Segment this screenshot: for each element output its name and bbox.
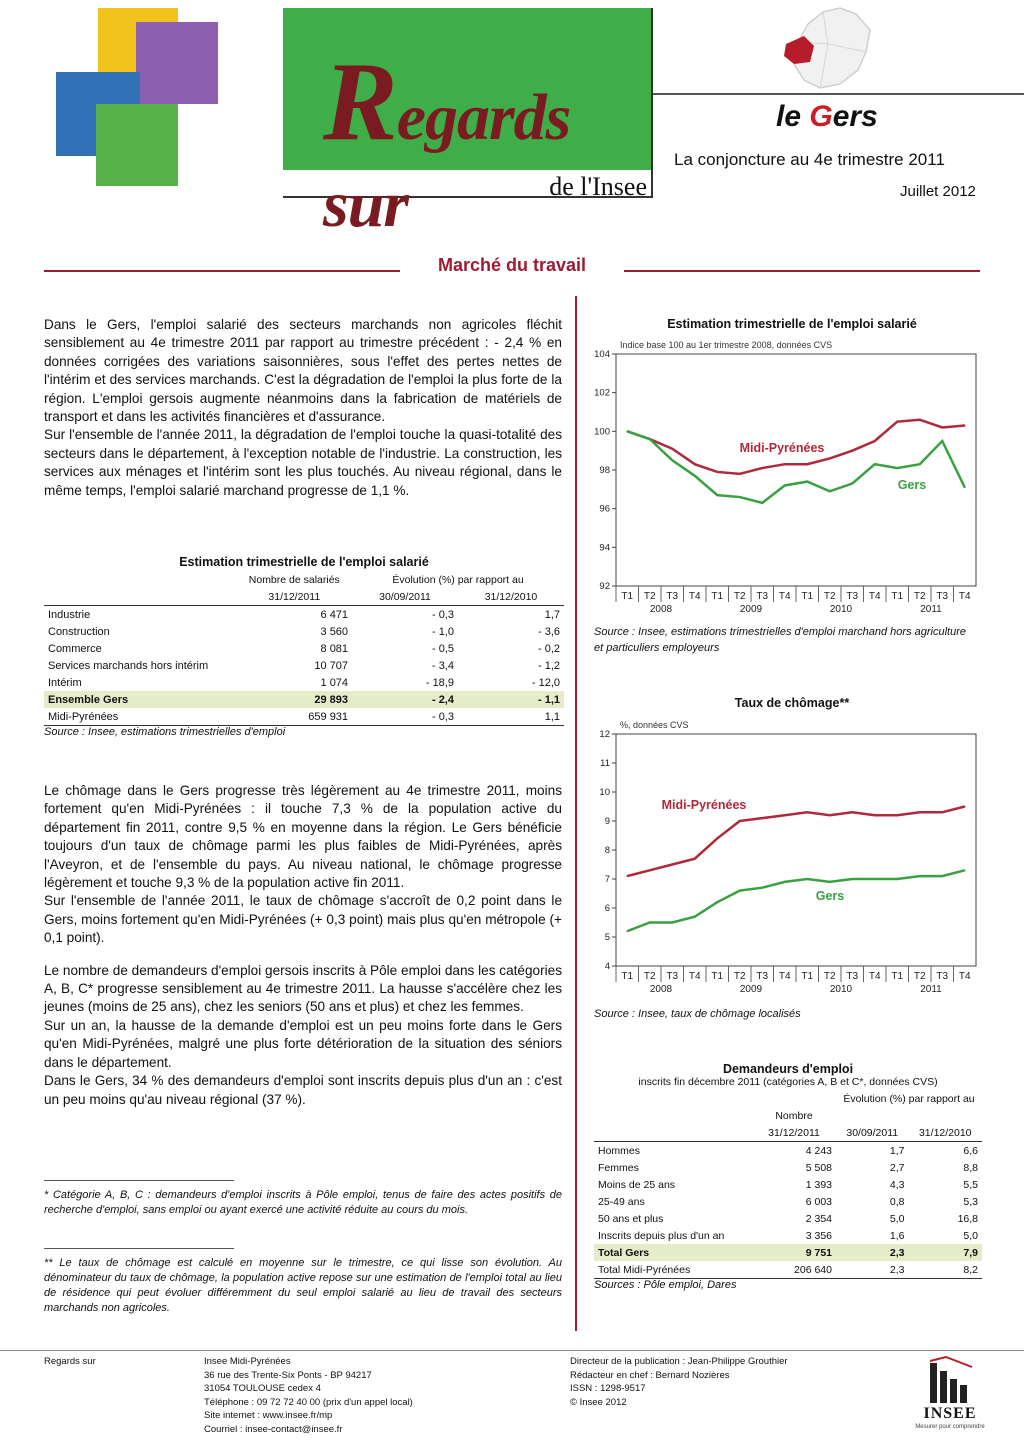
- footer-line: Directeur de la publication : Jean-Philippe Grouthier: [570, 1356, 788, 1367]
- cell: 6 003: [805, 1195, 832, 1208]
- data-point: [941, 812, 943, 814]
- x-tick-label: T1: [891, 591, 904, 602]
- data-point: [671, 864, 673, 866]
- x-tick-label: T3: [936, 591, 949, 602]
- year-label: 2010: [829, 984, 853, 995]
- data-point: [739, 890, 741, 892]
- table-title: Estimation trimestrielle de l'emploi salarié: [179, 555, 429, 569]
- footer-address: [204, 1355, 534, 1436]
- cell: - 3,4: [431, 659, 454, 672]
- data-point: [964, 425, 966, 427]
- data-point: [874, 878, 876, 880]
- cell: - 0,2: [537, 642, 560, 655]
- table-row: [594, 1261, 982, 1279]
- chart-subtitle: Indice base 100 au 1er trimestre 2008, données CVS: [620, 340, 833, 350]
- series-label: Gers: [815, 889, 845, 903]
- series-label: Midi-Pyrénées: [739, 441, 825, 455]
- table-row: [594, 1193, 982, 1210]
- note-rule: [44, 1248, 234, 1249]
- paragraph: Dans le Gers, 34 % des demandeurs d'emploi sont inscrits depuis plus d'un an : c'est un peu moins qu'au niveau régional (37 %).: [44, 1073, 562, 1107]
- cell: 2,3: [889, 1263, 905, 1276]
- cell: - 0,5: [431, 642, 454, 655]
- paragraph: Le nombre de demandeurs d'emploi gersois inscrits à Pôle emploi dans les catégories A, B, C* progresse sensiblement au 4e trimestre 2011. La hausse s'accélère chez les jeunes (moins de 25 ans), chez les seniors (50 ans et plus) et chez les femmes.: [44, 962, 562, 1015]
- cell: 2,7: [889, 1161, 905, 1174]
- data-point: [649, 438, 651, 440]
- row-label: Industrie: [48, 608, 91, 621]
- insee-logo-text: INSEE: [923, 1405, 977, 1422]
- data-point: [694, 463, 696, 465]
- year-label: 2009: [739, 604, 763, 615]
- row-label: Ensemble Gers: [44, 691, 237, 708]
- cell: - 2,4: [352, 691, 458, 708]
- chart-title: Taux de chômage**: [734, 696, 850, 710]
- year-label: 2008: [649, 604, 673, 615]
- footer-email-link[interactable]: Courriel : insee-contact@insee.fr: [204, 1423, 343, 1435]
- cell: 6,6: [963, 1144, 978, 1157]
- paragraph: Sur l'ensemble de l'année 2011, la dégradation de l'emploi touche la quasi-totalité des secteurs dans le département, à l'exception notable de l'industrie. La construction, les services aux ménages et l'intérim sont les plus touchés. Au niveau régional, dans le même temps, l'emploi salarié marchand progresse de 1,1 %.: [44, 427, 562, 498]
- data-point: [874, 463, 876, 465]
- cell: 3 560: [320, 625, 349, 638]
- cell: 0,8: [889, 1195, 905, 1208]
- data-point: [694, 475, 696, 477]
- cell: 1 393: [805, 1178, 832, 1191]
- cell: 659 931: [308, 710, 349, 723]
- title-text: [323, 38, 653, 243]
- cell: - 0,3: [431, 710, 454, 723]
- jobseekers-table: [594, 1062, 982, 1291]
- unemployment-text: [44, 782, 562, 1109]
- section-rule-right: [624, 270, 980, 272]
- cell: 5 508: [805, 1161, 832, 1174]
- plot-frame: [616, 354, 976, 586]
- data-point: [671, 460, 673, 462]
- series-line-gers: [627, 870, 965, 931]
- y-tick-label: 102: [594, 387, 610, 399]
- x-tick-label: T4: [688, 591, 701, 602]
- insee-logo-tagline: Mesurer pour comprendre: [915, 1423, 985, 1430]
- data-point: [964, 487, 966, 489]
- data-point: [806, 812, 808, 814]
- data-point: [739, 496, 741, 498]
- x-tick-label: T4: [868, 591, 881, 602]
- x-tick-label: T1: [711, 591, 724, 602]
- data-point: [649, 870, 651, 872]
- x-tick-label: T1: [621, 971, 634, 982]
- cell: 2,3: [836, 1244, 909, 1261]
- table-row: [594, 1159, 982, 1176]
- cell: - 0,3: [431, 608, 454, 621]
- col-header: 30/09/2011: [846, 1126, 899, 1139]
- footnote-chomage: ** Le taux de chômage est calculé en moyenne sur le trimestre, ce qui lisse son évolution. Au dénominateur du taux de chômage, la population active repose sur une estimation de l'emploi total au lieu de résidence qui peut évoluer différemment du seul emploi salarié au lieu de travail des secteurs marchands non agricoles.: [44, 1257, 562, 1314]
- col-header: 31/12/2010: [484, 590, 538, 603]
- cell: 8 081: [320, 642, 349, 655]
- col-header: Évolution (%) par rapport au: [392, 573, 524, 586]
- cell: 5,0: [963, 1229, 978, 1242]
- cell: 1,7: [889, 1144, 905, 1157]
- data-point: [626, 930, 628, 932]
- data-point: [829, 814, 831, 816]
- footer-line: Rédacteur en chef : Bernard Nozières: [570, 1369, 730, 1381]
- table-row: [44, 640, 564, 657]
- data-point: [941, 875, 943, 877]
- series-label: Midi-Pyrénées: [661, 798, 747, 812]
- table-row: [594, 1142, 982, 1160]
- data-point: [784, 463, 786, 465]
- employment-chart: [586, 334, 986, 624]
- chart-title: Estimation trimestrielle de l'emploi salarié: [667, 317, 917, 331]
- table-row: [44, 674, 564, 691]
- x-tick-label: T1: [621, 591, 634, 602]
- data-point: [716, 838, 718, 840]
- dept-rest: ers: [832, 100, 878, 133]
- data-point: [874, 440, 876, 442]
- col-header: Nombre: [775, 1109, 813, 1122]
- footer-link[interactable]: Site internet : www.insee.fr/mp: [204, 1410, 333, 1421]
- region-map-icon: [778, 4, 878, 92]
- x-tick-label: T3: [846, 971, 859, 982]
- cell: 7,9: [909, 1244, 982, 1261]
- cell: - 1,2: [537, 659, 560, 672]
- data-point: [806, 878, 808, 880]
- x-tick-label: T3: [756, 591, 769, 602]
- cell: - 1,1: [458, 691, 564, 708]
- x-tick-label: T2: [913, 591, 926, 602]
- x-tick-label: T4: [778, 971, 791, 982]
- y-tick-label: 96: [599, 503, 610, 515]
- row-label: Total Midi-Pyrénées: [598, 1263, 691, 1276]
- footer-line: Insee Midi-Pyrénées: [204, 1356, 291, 1367]
- title-initial: R: [323, 40, 397, 164]
- row-label: Moins de 25 ans: [598, 1178, 676, 1191]
- footer-credits: [570, 1355, 900, 1409]
- x-tick-label: T1: [891, 971, 904, 982]
- data-point: [694, 858, 696, 860]
- data-point: [806, 463, 808, 465]
- footer-line: 31054 TOULOUSE cedex 4: [204, 1383, 321, 1394]
- footer-publication: Regards sur: [44, 1356, 96, 1367]
- x-tick-label: T2: [733, 971, 746, 982]
- x-tick-label: T3: [666, 591, 679, 602]
- data-point: [964, 870, 966, 872]
- data-point: [851, 450, 853, 452]
- cell: 1,6: [889, 1229, 905, 1242]
- title-rest: egards sur: [323, 81, 571, 241]
- row-label: 50 ans et plus: [598, 1212, 664, 1225]
- data-point: [919, 875, 921, 877]
- data-point: [919, 463, 921, 465]
- col-header: Nombre de salariés: [248, 573, 340, 586]
- data-point: [671, 922, 673, 924]
- data-point: [896, 814, 898, 816]
- data-point: [896, 467, 898, 469]
- x-tick-label: T4: [688, 971, 701, 982]
- paragraph: Dans le Gers, l'emploi salarié des secteurs marchands non agricoles fléchit sensiblement au 4e trimestre 2011 par rapport au trimestre précédent : - 2,4 % en données corrigées des variations saisonnières, sous l'effet des pertes nettes de l'intérim et des services marchands. C'est la dégradation de l'emploi la plus forte de la région. L'emploi gersois augmente néanmoins dans la fabrication de matériels de transport et dans les activités financières et d'assurance.: [44, 317, 562, 425]
- year-label: 2008: [649, 984, 673, 995]
- cell: 16,8: [957, 1212, 978, 1225]
- cell: 10 707: [314, 659, 349, 672]
- cell: 29 893: [237, 691, 353, 708]
- cell: 206 640: [794, 1263, 832, 1276]
- table-row-total: [594, 1244, 982, 1261]
- department-name: [776, 100, 878, 134]
- cell: - 3,6: [537, 625, 560, 638]
- x-tick-label: T3: [936, 971, 949, 982]
- x-tick-label: T4: [958, 971, 971, 982]
- data-point: [761, 817, 763, 819]
- row-label: Midi-Pyrénées: [48, 710, 119, 723]
- row-label: Total Gers: [594, 1244, 752, 1261]
- table-row-total: [44, 691, 564, 708]
- y-tick-label: 11: [600, 758, 610, 769]
- data-point: [694, 916, 696, 918]
- row-label: Femmes: [598, 1161, 639, 1174]
- x-tick-label: T2: [823, 971, 836, 982]
- y-tick-label: 5: [604, 932, 610, 943]
- data-point: [671, 448, 673, 450]
- cell: 5,3: [963, 1195, 978, 1208]
- table-source: Sources : Pôle emploi, Dares: [594, 1279, 737, 1291]
- cell: 2 354: [805, 1212, 832, 1225]
- footnote-categories: * Catégorie A, B, C : demandeurs d'emploi inscrits à Pôle emploi, tenus de faire des actes positifs de recherche d'emploi, sans emploi ou ayant exercé une activité réduite au cours du mois.: [44, 1189, 562, 1216]
- table-row: [44, 623, 564, 640]
- year-label: 2011: [920, 984, 942, 995]
- year-label: 2010: [829, 604, 853, 615]
- y-tick-label: 92: [599, 581, 610, 592]
- y-tick-label: 4: [604, 961, 610, 972]
- col-header: 31/12/2011: [768, 1126, 820, 1139]
- dept-initial: G: [809, 100, 833, 133]
- x-tick-label: T2: [733, 591, 746, 602]
- x-tick-label: T3: [846, 591, 859, 602]
- table-title: Demandeurs d'emploi: [722, 1062, 854, 1076]
- row-label: 25-49 ans: [598, 1195, 645, 1208]
- year-label: 2009: [739, 984, 763, 995]
- title-subtitle: de l'Insee: [549, 172, 647, 201]
- data-point: [716, 494, 718, 496]
- x-tick-label: T2: [643, 591, 656, 602]
- footer-line: ISSN : 1298-9517: [570, 1383, 646, 1394]
- section-title: Marché du travail: [437, 255, 587, 275]
- row-label: Commerce: [48, 642, 102, 655]
- data-point: [784, 814, 786, 816]
- footer-line: Téléphone : 09 72 72 40 00 (prix d'un appel local): [204, 1396, 413, 1408]
- jobseekers-table-grid: [594, 1090, 982, 1279]
- cell: 4,3: [889, 1178, 905, 1191]
- col-header: 31/12/2011: [268, 590, 321, 603]
- cell: 8,2: [963, 1263, 978, 1276]
- row-label: Services marchands hors intérim: [48, 659, 209, 672]
- data-point: [806, 481, 808, 483]
- row-label: Hommes: [598, 1144, 641, 1157]
- data-point: [919, 812, 921, 814]
- table-row: [594, 1210, 982, 1227]
- publication-title: [283, 8, 653, 241]
- y-tick-label: 10: [599, 787, 610, 798]
- footer: [0, 1350, 1024, 1451]
- y-tick-label: 94: [599, 542, 610, 554]
- col-header: 30/09/2011: [379, 590, 431, 603]
- cell: 5,0: [889, 1212, 905, 1225]
- paragraph: Sur un an, la hausse de la demande d'emploi est un peu moins forte dans le Gers qu'en Midi-Pyrénées, malgré une plus forte détérioration de la situation des séniors dans le département.: [44, 1017, 562, 1070]
- x-tick-label: T3: [666, 971, 679, 982]
- data-point: [941, 440, 943, 442]
- dept-prefix: le: [776, 100, 810, 133]
- cell: 8,8: [963, 1161, 978, 1174]
- data-point: [626, 431, 628, 433]
- cell: 3 356: [805, 1229, 832, 1242]
- paragraph: Sur l'ensemble de l'année 2011, le taux de chômage s'accroît de 0,2 point dans le Gers, moins fortement qu'en Midi-Pyrénées (+ 0,3 point) mais plus qu'en métropole (+ 0,1 point).: [44, 893, 562, 946]
- table-source: Source : Insee, estimations trimestrielles d'emploi: [44, 726, 286, 738]
- cell: 1,1: [544, 710, 560, 723]
- data-point: [784, 485, 786, 487]
- data-point: [716, 471, 718, 473]
- data-point: [851, 812, 853, 814]
- footer-line: © Insee 2012: [570, 1396, 627, 1408]
- series-line-midi-pyrenees: [627, 807, 965, 877]
- paragraph: Le chômage dans le Gers progresse très légèrement au 4e trimestre 2011, moins fortement qu'en Midi-Pyrénées : il touche 7,3 % de la population active du département fin 2011, contre 9,5 % en moyenne dans la région. Le Gers bénéficie toujours d'un taux de chômage parmi les plus faibles de Midi-Pyrénées, après l'Aveyron, et de l'ensemble du pays. Au niveau national, le chômage progresse légèrement et touche 9,3 % de la population active fin 2011.: [44, 783, 562, 891]
- x-tick-label: T1: [801, 971, 814, 982]
- row-label: Construction: [48, 625, 110, 638]
- x-tick-label: T4: [868, 971, 881, 982]
- table-row: [594, 1227, 982, 1244]
- intro-text: [44, 316, 562, 500]
- year-label: 2011: [920, 604, 942, 615]
- table-subtitle: inscrits fin décembre 2011 (catégories A, B et C*, données CVS): [638, 1076, 938, 1088]
- data-point: [649, 922, 651, 924]
- x-tick-label: T4: [958, 591, 971, 602]
- data-point: [919, 419, 921, 421]
- data-point: [851, 878, 853, 880]
- x-tick-label: T3: [756, 971, 769, 982]
- data-point: [716, 901, 718, 903]
- header-divider: [653, 93, 1024, 95]
- col-header: 31/12/2010: [918, 1126, 972, 1139]
- y-tick-label: 7: [604, 874, 610, 885]
- table-row: [44, 606, 564, 624]
- y-tick-label: 104: [594, 349, 610, 360]
- logo-square-purple: [136, 22, 218, 104]
- data-point: [761, 502, 763, 504]
- cell: 4 243: [805, 1144, 832, 1157]
- row-label: Inscrits depuis plus d'un an: [598, 1229, 725, 1242]
- x-tick-label: T4: [778, 591, 791, 602]
- footer-line: 36 rue des Trente-Six Ponts - BP 94217: [204, 1369, 372, 1381]
- data-point: [829, 881, 831, 883]
- table-row: [594, 1176, 982, 1193]
- plot-frame: [616, 734, 976, 966]
- y-tick-label: 6: [604, 903, 610, 914]
- data-point: [761, 887, 763, 889]
- data-point: [829, 458, 831, 460]
- data-point: [739, 473, 741, 475]
- column-divider: [575, 296, 577, 1331]
- cell: - 1,0: [431, 625, 454, 638]
- col-header: Évolution (%) par rapport au: [843, 1092, 975, 1105]
- data-point: [964, 806, 966, 808]
- table-row: [44, 708, 564, 726]
- y-tick-label: 9: [604, 816, 610, 827]
- y-tick-label: 8: [604, 845, 610, 856]
- cell: - 12,0: [531, 676, 560, 689]
- table-row: [44, 657, 564, 674]
- cell: 1,7: [544, 608, 560, 621]
- employment-table-grid: [44, 571, 564, 726]
- cell: 5,5: [963, 1178, 978, 1191]
- data-point: [896, 421, 898, 423]
- chart-source: Source : Insee, estimations trimestrielles d'emploi marchand hors agriculture et particuliers employeurs: [594, 626, 966, 654]
- chart-subtitle: %, données CVS: [620, 720, 689, 730]
- series-label: Gers: [897, 478, 927, 492]
- x-tick-label: T1: [711, 971, 724, 982]
- data-point: [874, 814, 876, 816]
- x-tick-label: T2: [913, 971, 926, 982]
- chart-source: Source : Insee, taux de chômage localisés: [594, 1008, 801, 1020]
- y-tick-label: 12: [599, 729, 610, 740]
- cell: 9 751: [752, 1244, 836, 1261]
- data-point: [829, 490, 831, 492]
- publication-date: Juillet 2012: [900, 183, 976, 200]
- data-point: [761, 467, 763, 469]
- x-tick-label: T2: [643, 971, 656, 982]
- data-point: [851, 483, 853, 485]
- conjoncture-label: La conjoncture au 4e trimestre 2011: [674, 150, 945, 169]
- logo-square-green: [96, 104, 178, 186]
- data-point: [626, 875, 628, 877]
- insee-logo-icon: [926, 1355, 976, 1407]
- y-tick-label: 98: [599, 465, 610, 476]
- x-tick-label: T1: [801, 591, 814, 602]
- cell: 1 074: [320, 676, 349, 689]
- y-tick-label: 100: [594, 426, 610, 438]
- employment-table: [44, 555, 564, 738]
- data-point: [896, 878, 898, 880]
- data-point: [739, 820, 741, 822]
- x-tick-label: T2: [823, 591, 836, 602]
- row-label: Intérim: [48, 676, 82, 689]
- data-point: [941, 427, 943, 429]
- note-rule: [44, 1180, 234, 1181]
- insee-logo: [912, 1355, 988, 1434]
- data-point: [784, 881, 786, 883]
- cell: 6 471: [320, 608, 349, 621]
- unemployment-chart: [586, 714, 986, 1010]
- cell: - 18,9: [425, 676, 454, 689]
